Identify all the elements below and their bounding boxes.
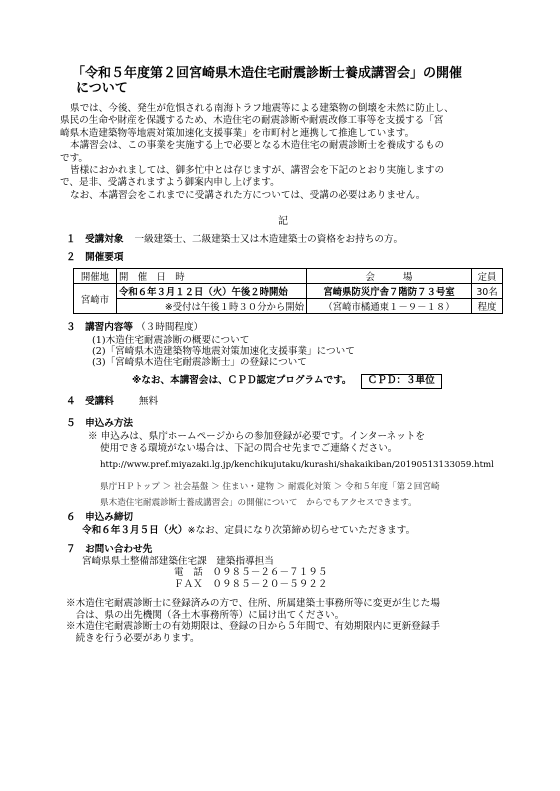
section-contact — [66, 544, 328, 590]
cpd-credit-box: ＣＰＤ：３単位 — [361, 374, 442, 389]
intro-line: なお、本講習会をこれまでに受講された方については、受講の必要はありません。 — [70, 189, 426, 201]
intro-line: 崎県木造建築物等地震対策加速化支援事業」を市町村と連携して推進しています。 — [60, 127, 415, 139]
note-line: 続きを行う必要があります。 — [66, 632, 200, 644]
title-line-2: について — [76, 81, 128, 96]
header-datetime: 開 催 日 時 — [117, 269, 307, 284]
section-label: 受講料 — [85, 396, 114, 407]
intro-line: 皆様におかれましては、御多忙中とは存じますが、講習会を下記のとおり実施しますの — [70, 165, 445, 177]
intro-line: 県では、今後、発生が危惧される南海トラフ地震等による建築物の倒壊を未然に防止し、 — [70, 103, 454, 114]
section-number: ４ — [66, 396, 76, 407]
cell-capacity-note: 程度 — [472, 299, 503, 314]
title-line-1: 「令和５年度第２回宮崎県木造住宅耐震診断士養成講習会」の開催 — [72, 66, 463, 81]
note-line: 合は、県の出先機関（各土木事務所等）に届け出てください。 — [66, 609, 345, 621]
footer-notes — [66, 598, 440, 644]
list-item: (2)「宮崎県木造建築物等地震対策加速化支援事業」について — [92, 345, 355, 357]
ki-heading: 記 — [278, 216, 288, 227]
note-line: ※木造住宅耐震診断士の有効期限は、登録の日から５年間で、有効期限内に更新登録手 — [66, 621, 440, 633]
cell-datetime: 令和６年３月１２日（火）午後２時開始 — [117, 284, 307, 299]
section-number: ２ — [66, 252, 76, 263]
table-row — [74, 299, 503, 314]
section-number: ５ — [66, 418, 76, 429]
deadline-date: 令和６年３月５日（火） — [82, 524, 188, 536]
section-label: 申込み締切 — [85, 512, 134, 523]
cpd-note: ※なお、本講習会は、ＣＰＤ認定プログラムです。 — [132, 375, 352, 387]
section-number: １ — [66, 234, 76, 245]
application-line: 使用できる環境がない場合は、下記の問合せ先までご連絡ください。 — [100, 443, 398, 455]
list-item: (3)「宮崎県木造住宅耐震診断士」の登録について — [92, 357, 307, 368]
intro-line: です。 — [60, 152, 89, 164]
section-label: 講習内容等 — [85, 322, 134, 333]
application-line: ※ 申込みは、県庁ホームページからの参加登録が必要です。インターネットを — [88, 430, 426, 442]
section-label: 受講対象 — [85, 234, 124, 245]
intro-text — [60, 103, 454, 202]
section-schedule — [66, 252, 123, 265]
header-venue: 会 場 — [307, 269, 472, 284]
fee-text: 無料 — [138, 396, 159, 407]
table-row — [74, 284, 503, 299]
document-title — [72, 66, 462, 96]
note-line: ※木造住宅耐震診断士に登録済みの方で、住所、所属建築士事務所等に変更が生じた場 — [66, 598, 440, 609]
list-item: (1)木造住宅耐震診断の概要について — [92, 334, 250, 346]
section-number: ６ — [66, 512, 76, 523]
intro-line: で、是非、受講されますよう御案内申し上げます。 — [60, 177, 280, 189]
navigation-path — [66, 479, 494, 511]
section-fee — [66, 396, 158, 409]
section-content — [66, 322, 442, 389]
cell-city: 宮崎市 — [74, 284, 117, 314]
schedule-table — [73, 268, 503, 314]
cell-reception: ※受付は午後１時３０分から開始 — [117, 299, 307, 314]
section-number: ３ — [66, 322, 76, 333]
section-application — [66, 418, 494, 511]
section-deadline — [66, 512, 415, 537]
table-header-row — [74, 269, 503, 284]
cell-venue: 宮崎県防災庁舎７階防７３号室 — [307, 284, 472, 299]
contact-tel: 電 話 ０９８５－２６－７１９５ — [174, 567, 328, 579]
section-label: 開催要項 — [85, 252, 124, 263]
path-line: 県庁ＨＰトップ ＞ 社会基盤 ＞ 住まい・建物 ＞ 耐震化対策 ＞ 令和５年度「第２回宮崎 — [100, 482, 440, 493]
cell-capacity: 30名 — [472, 284, 503, 299]
path-line: 県木造住宅耐震診断士養成講習会」の開催について からでもアクセスできます。 — [100, 498, 417, 509]
section-target — [66, 234, 403, 247]
duration-note: （３時間程度） — [136, 322, 204, 333]
intro-line: 本講習会は、この事業を実施する上で必要となる木造住宅の耐震診断士を養成するもの — [70, 140, 445, 152]
section-number: ７ — [66, 544, 76, 555]
application-url-link[interactable]: http://www.pref.miyazaki.lg.jp/kenchikujutaku/kurashi/shakaikiban/20190513133059.html — [100, 459, 494, 470]
contact-fax: ＦＡＸ ０９８５－２０－５９２２ — [174, 578, 328, 590]
header-city: 開催地 — [74, 269, 117, 284]
cell-address: （宮崎市橘通東１－９－１８） — [307, 299, 472, 314]
contact-dept: 宮崎県県土整備部建築住宅課 建築指導担当 — [82, 555, 274, 567]
intro-line: 県民の生命や財産を保護するため、木造住宅の耐震診断や耐震改修工事等を支援する「宮 — [60, 115, 444, 127]
section-label: お問い合わせ先 — [85, 544, 153, 555]
header-capacity: 定員 — [472, 269, 503, 284]
content-list — [66, 335, 442, 369]
deadline-note: ※なお、定員になり次第締め切らせていただきます。 — [187, 524, 416, 536]
section-label: 申込み方法 — [85, 418, 134, 429]
target-text: 一級建築士、二級建築士又は木造建築士の資格をお持ちの方。 — [134, 234, 404, 245]
